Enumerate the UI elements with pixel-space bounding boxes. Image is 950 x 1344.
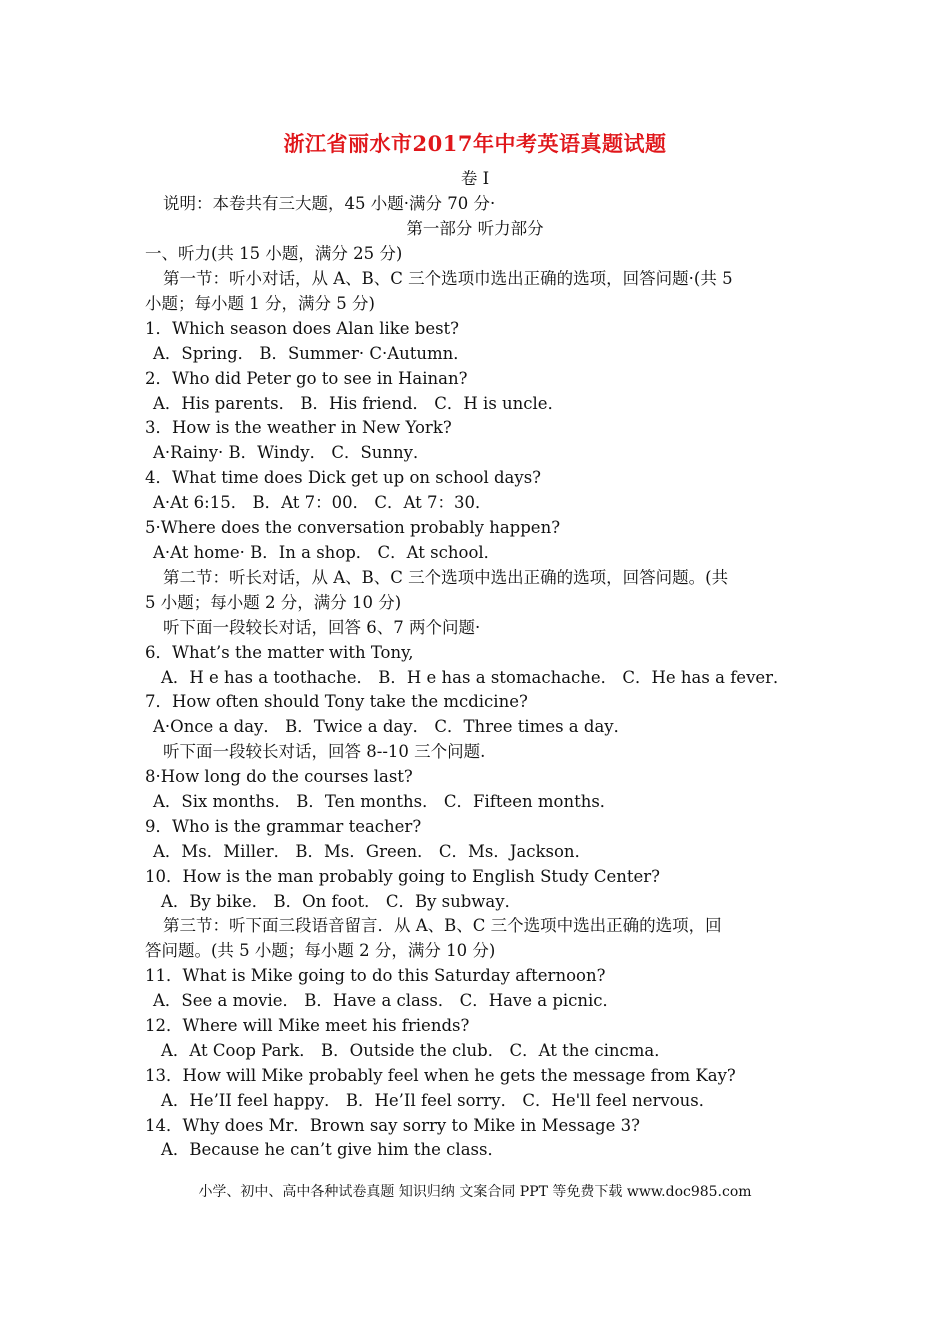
question-1: 1．Which season does Alan like best? bbox=[145, 319, 460, 338]
question-14: 14．Why does Mr．Brown say sorry to Mike in Message 3? bbox=[145, 1116, 640, 1135]
page-footer: 小学、初中、高中各种试卷真题 知识归纳 文案合同 PPT 等免费下载 www.doc985.com bbox=[198, 1184, 752, 1200]
subsection1-instructions-line1: 第一节：听小对话，从 A、B、C 三个选项巾选出正确的选项，回答问题·(共 5 bbox=[163, 269, 733, 288]
part1-title: 第一部分 听力部分 bbox=[406, 219, 544, 238]
question-14-options: A．Because he can’t give him the class． bbox=[161, 1140, 504, 1159]
volume-label: 卷 I bbox=[460, 169, 490, 188]
question-5-options: A·At home· B．In a shop． C．At school． bbox=[153, 543, 501, 562]
question-12: 12．Where will Mike meet his friends? bbox=[145, 1016, 470, 1035]
question-7-options: A·Once a day． B．Twice a day． C．Three times a day． bbox=[153, 717, 631, 736]
subsection2-instructions-line1: 第二节：听长对话，从 A、B、C 三个选项中选出正确的选项，回答问题。(共 bbox=[163, 568, 729, 587]
subsection1-instructions-line2: 小题；每小题 1 分，满分 5 分) bbox=[145, 294, 375, 313]
question-8-options: A．Six months． B．Ten months． C．Fifteen months． bbox=[153, 792, 617, 811]
question-11: 11．What is Mike going to do this Saturday afternoon? bbox=[145, 966, 606, 985]
question-4-options: A·At 6:15． B．At 7：00． C．At 7：30． bbox=[153, 493, 492, 512]
question-9-options: A．Ms．Miller． B．Ms．Green． C．Ms．Jackson． bbox=[153, 842, 592, 861]
subsection3-instructions-line1: 第三节：听下面三段语音留言．从 A、B、C 三个选项中选出正确的选项，回 bbox=[163, 916, 722, 935]
instructions: 说明：本卷共有三大题，45 小题·满分 70 分· bbox=[163, 194, 496, 213]
section1-heading: 一、听力(共 15 小题，满分 25 分) bbox=[145, 244, 403, 263]
question-3-options: A·Rainy· B．Windy． C．Sunny． bbox=[153, 443, 430, 462]
dialog2-intro: 听下面一段较长对话，回答 8--10 三个问题. bbox=[163, 742, 486, 761]
subsection2-instructions-line2: 5 小题；每小题 2 分，满分 10 分) bbox=[145, 593, 402, 612]
question-1-options: A．Spring． B．Summer· C·Autumn． bbox=[153, 344, 470, 363]
dialog1-intro: 听下面一段较长对话，回答 6、7 两个问题· bbox=[163, 618, 481, 637]
question-8: 8·How long do the courses last? bbox=[145, 767, 413, 786]
question-2-options: A．His parents． B．His friend． C．H is uncle． bbox=[153, 394, 565, 413]
question-4: 4．What time does Dick get up on school days? bbox=[145, 468, 542, 487]
question-12-options: A．At Coop Park． B．Outside the club． C．At the cincma． bbox=[161, 1041, 671, 1060]
subsection3-instructions-line2: 答问题。(共 5 小题；每小题 2 分，满分 10 分) bbox=[145, 941, 496, 960]
question-7: 7．How often should Tony take the mcdicine? bbox=[145, 692, 528, 711]
question-6-options: A．H e has a toothache． B．H e has a stomachache． C．He has a fever． bbox=[161, 668, 790, 687]
question-3: 3．How is the weather in New York? bbox=[145, 418, 452, 437]
question-5: 5·Where does the conversation probably happen? bbox=[145, 518, 561, 537]
question-13-options: A．He’II feel happy． B．He’Il feel sorry． C．He'll feel nervous． bbox=[161, 1091, 716, 1110]
question-2: 2．Who did Peter go to see in Hainan? bbox=[145, 369, 468, 388]
question-9: 9．Who is the grammar teacher? bbox=[145, 817, 422, 836]
exam-title: 浙江省丽水市2017年中考英语真题试题 bbox=[283, 131, 667, 156]
question-10: 10．How is the man probably going to English Study Center? bbox=[145, 867, 660, 886]
question-11-options: A．See a movie． B．Have a class． C．Have a picnic． bbox=[153, 991, 620, 1010]
question-10-options: A．By bike． B．On foot． C．By subway． bbox=[161, 892, 522, 911]
question-13: 13．How will Mike probably feel when he gets the message from Kay? bbox=[145, 1066, 736, 1085]
question-6: 6．What’s the matter with Tony, bbox=[145, 643, 414, 662]
